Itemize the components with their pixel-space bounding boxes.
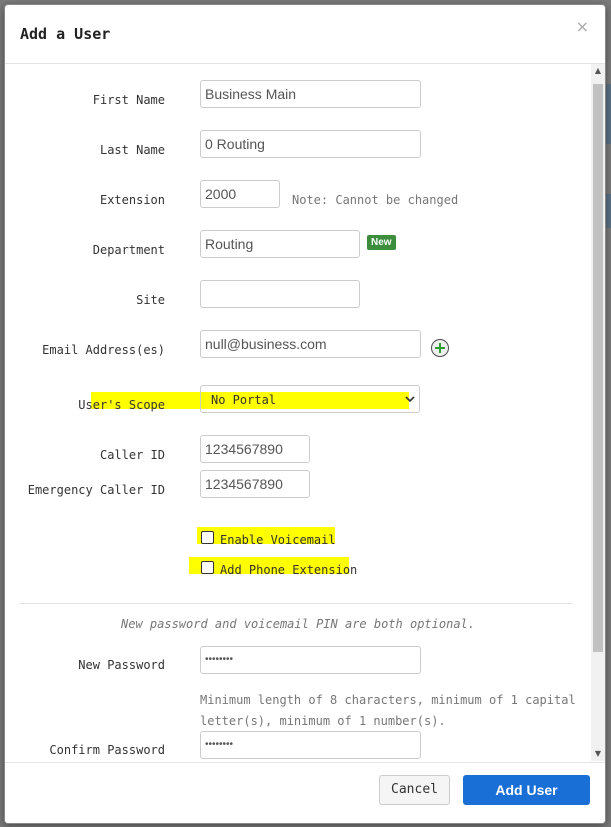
plus-circle-icon[interactable] [431, 339, 449, 357]
dialog-footer [5, 762, 605, 823]
password-note: New password and voicemail PIN are both optional. [121, 617, 476, 631]
password-hint-line2: letter(s), minimum of 1 number(s). [200, 714, 446, 728]
caller-id-input[interactable]: 1234567890 [200, 435, 310, 463]
new-password-label: New Password [78, 658, 165, 672]
scroll-thumb[interactable] [593, 84, 603, 652]
site-input[interactable] [200, 280, 360, 308]
extension-input[interactable]: 2000 [200, 180, 280, 208]
add-user-dialog [4, 4, 606, 824]
new-password-input[interactable]: •••••••• [200, 646, 421, 674]
password-hint-line1: Minimum length of 8 characters, minimum of 1 capital [200, 693, 576, 707]
new-department-badge[interactable]: New [367, 235, 396, 250]
email-label: Email Address(es) [42, 343, 165, 357]
chevron-down-icon [405, 392, 415, 409]
emergency-caller-id-label: Emergency Caller ID [27, 483, 165, 497]
emergency-caller-id-input[interactable]: 1234567890 [200, 470, 310, 498]
scope-label: User's Scope [78, 398, 165, 412]
scope-select[interactable] [200, 385, 420, 413]
enable-voicemail-checkbox[interactable] [201, 531, 214, 544]
confirm-password-label: Confirm Password [49, 743, 165, 757]
department-label: Department [92, 243, 165, 257]
scope-selected-value: No Portal [211, 393, 277, 407]
caller-id-label: Caller ID [99, 448, 165, 462]
last-name-input[interactable]: 0 Routing [200, 130, 421, 158]
dialog-title: Add a User [20, 25, 111, 43]
close-icon[interactable]: × [575, 17, 589, 36]
last-name-label: Last Name [99, 143, 165, 157]
site-label: Site [136, 293, 165, 307]
add-user-button[interactable]: Add User [463, 775, 590, 805]
dialog-header [5, 5, 605, 64]
section-divider [19, 603, 573, 604]
confirm-password-input[interactable]: •••••••• [200, 731, 421, 759]
scroll-up-icon[interactable]: ▲ [594, 66, 602, 75]
cancel-button[interactable]: Cancel [379, 775, 450, 805]
dialog-scrollbar[interactable] [591, 64, 605, 761]
enable-voicemail-label[interactable]: Enable Voicemail [220, 533, 336, 547]
dialog-body[interactable] [5, 64, 591, 761]
add-phone-extension-label[interactable]: Add Phone Extension [220, 563, 358, 577]
extension-note: Note: Cannot be changed [292, 193, 459, 207]
email-input[interactable]: null@business.com [200, 330, 421, 358]
scroll-down-icon[interactable]: ▼ [594, 749, 602, 758]
first-name-label: First Name [92, 93, 165, 107]
department-input[interactable]: Routing [200, 230, 360, 258]
extension-label: Extension [99, 193, 165, 207]
first-name-input[interactable]: Business Main [200, 80, 421, 108]
add-phone-extension-checkbox[interactable] [201, 561, 214, 574]
